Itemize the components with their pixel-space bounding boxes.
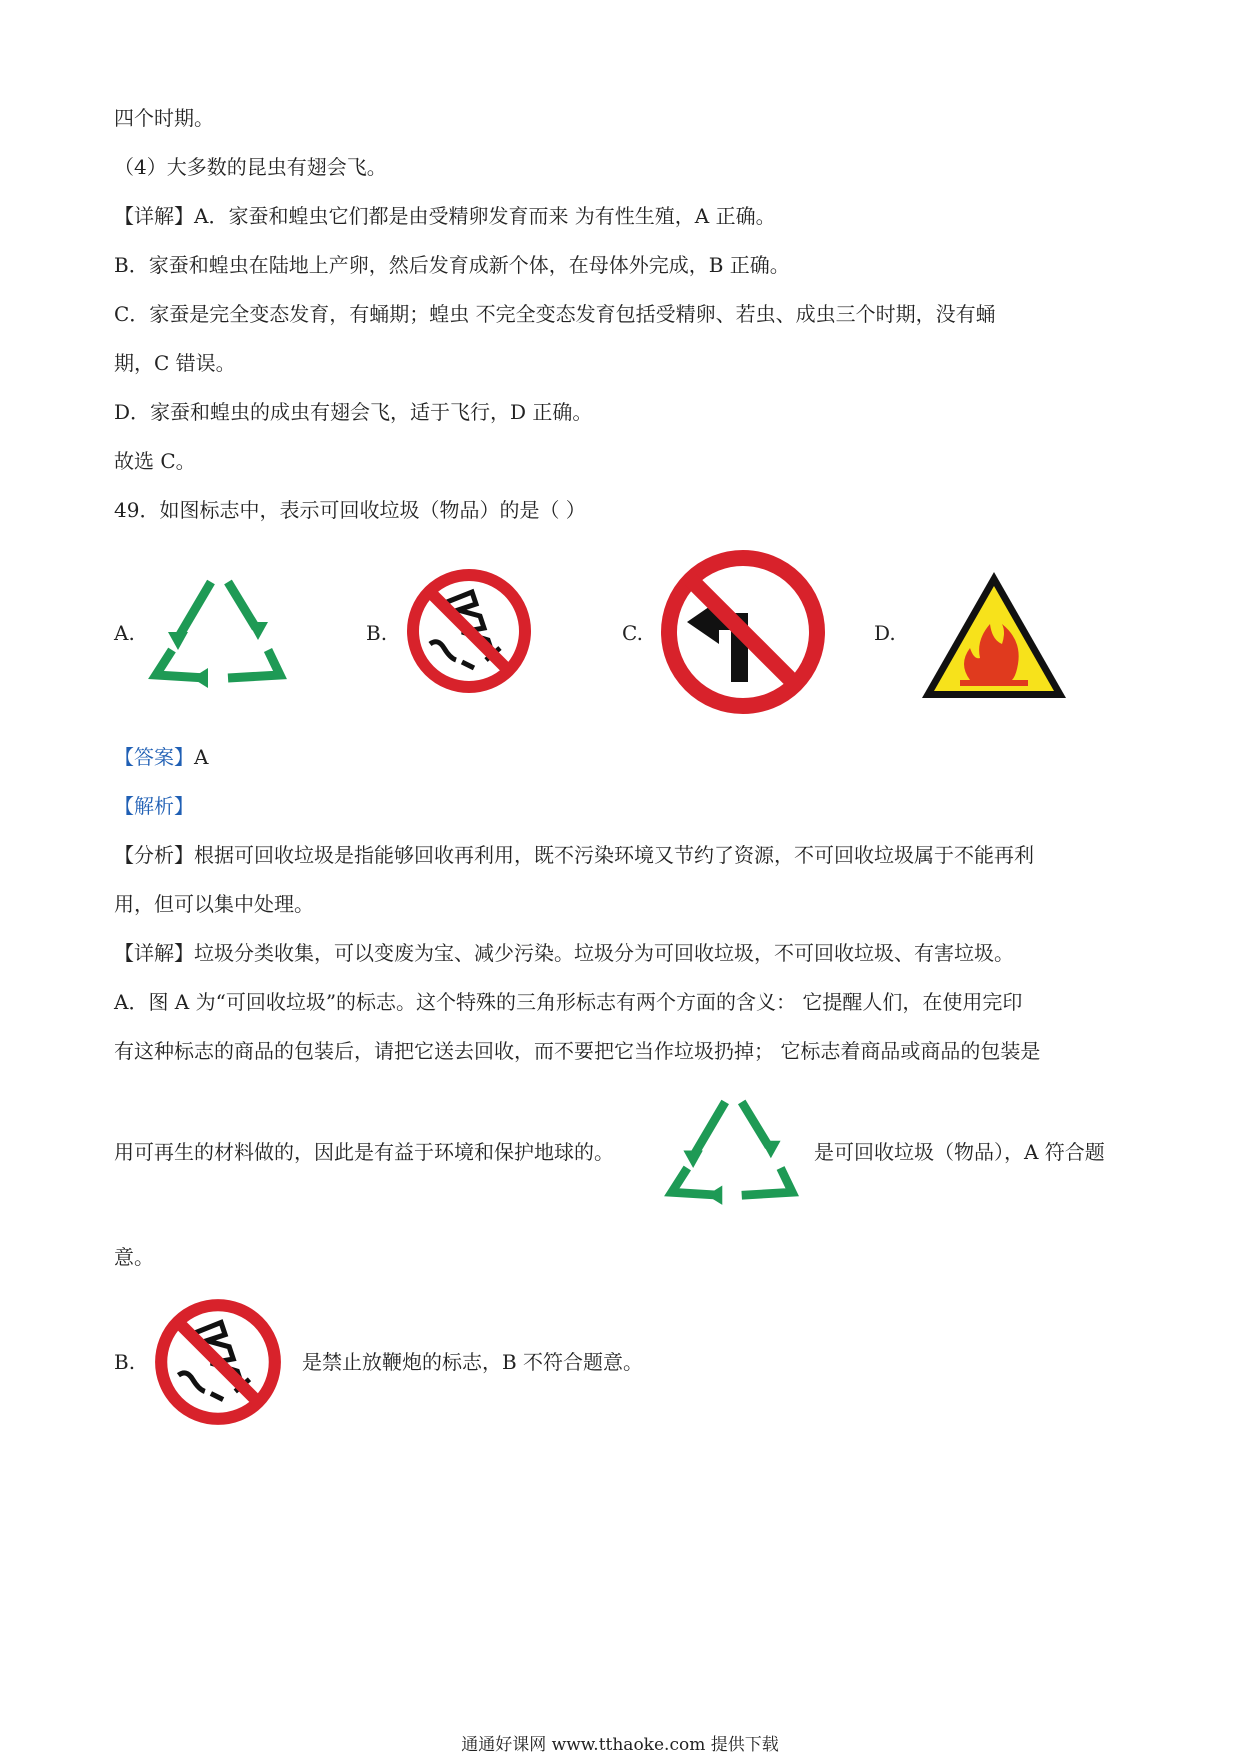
answer-tag: 【答案】 [114,745,194,769]
page-footer: 通通好课网 www.tthaoke.com 提供下载 [461,1735,779,1755]
answer-line [114,743,208,771]
flammable-warning-icon [918,568,1070,702]
text-line: 是禁止放鞭炮的标志，B 不符合题意。 [302,1350,644,1374]
text-line: 意。 [114,1245,154,1269]
text-line: 是可回收垃圾（物品），A 符合题 [814,1140,1105,1164]
text-line: A．图 A 为“可回收垃圾”的标志。这个特殊的三角形标志有两个方面的含义： 它提醒人们，在使用完印 [114,990,1023,1014]
text-line: 故选 C。 [114,449,196,473]
text-line: （4）大多数的昆虫有翅会飞。 [114,155,387,179]
text-line: 用可再生的材料做的，因此是有益于环境和保护地球的。 [114,1140,614,1164]
option-b-label: B. [114,1350,136,1374]
text-line: C．家蚕是完全变态发育，有蛹期；蝗虫 不完全变态发育包括受精卵、若虫、成虫三个时期，没有蛹 [114,302,996,326]
text-line: 四个时期。 [114,106,214,130]
option-a-label: A. [114,621,135,645]
text-line: 【分析】根据可回收垃圾是指能够回收再利用，既不污染环境又节约了资源，不可回收垃圾属于不能再利 [114,843,1034,867]
recycle-icon [148,570,288,695]
text-line: 【详解】A．家蚕和蝗虫它们都是由受精卵发育而来 为有性生殖，A 正确。 [114,204,776,228]
no-left-turn-icon [659,548,827,716]
no-firecrackers-icon [150,1294,286,1430]
text-line: D．家蚕和蝗虫的成虫有翅会飞，适于飞行，D 正确。 [114,400,593,424]
option-d-label: D. [874,621,896,645]
analysis-tag: 【解析】 [114,794,194,818]
text-line: 【详解】垃圾分类收集，可以变废为宝、减少污染。垃圾分为可回收垃圾，不可回收垃圾、有害垃圾。 [114,941,1014,965]
question-text: 49．如图标志中，表示可回收垃圾（物品）的是（ ） [114,498,586,522]
no-firecrackers-icon [402,564,536,698]
recycle-icon [664,1090,800,1212]
option-c-label: C. [622,621,643,645]
text-line: B．家蚕和蝗虫在陆地上产卵，然后发育成新个体，在母体外完成，B 正确。 [114,253,790,277]
option-b-label: B. [366,621,388,645]
text-line: 有这种标志的商品的包装后，请把它送去回收，而不要把它当作垃圾扔掉； 它标志着商品或商品的包装是 [114,1039,1041,1063]
text-line: 用，但可以集中处理。 [114,892,314,916]
answer-value: A [194,745,209,769]
text-line: 期，C 错误。 [114,351,236,375]
